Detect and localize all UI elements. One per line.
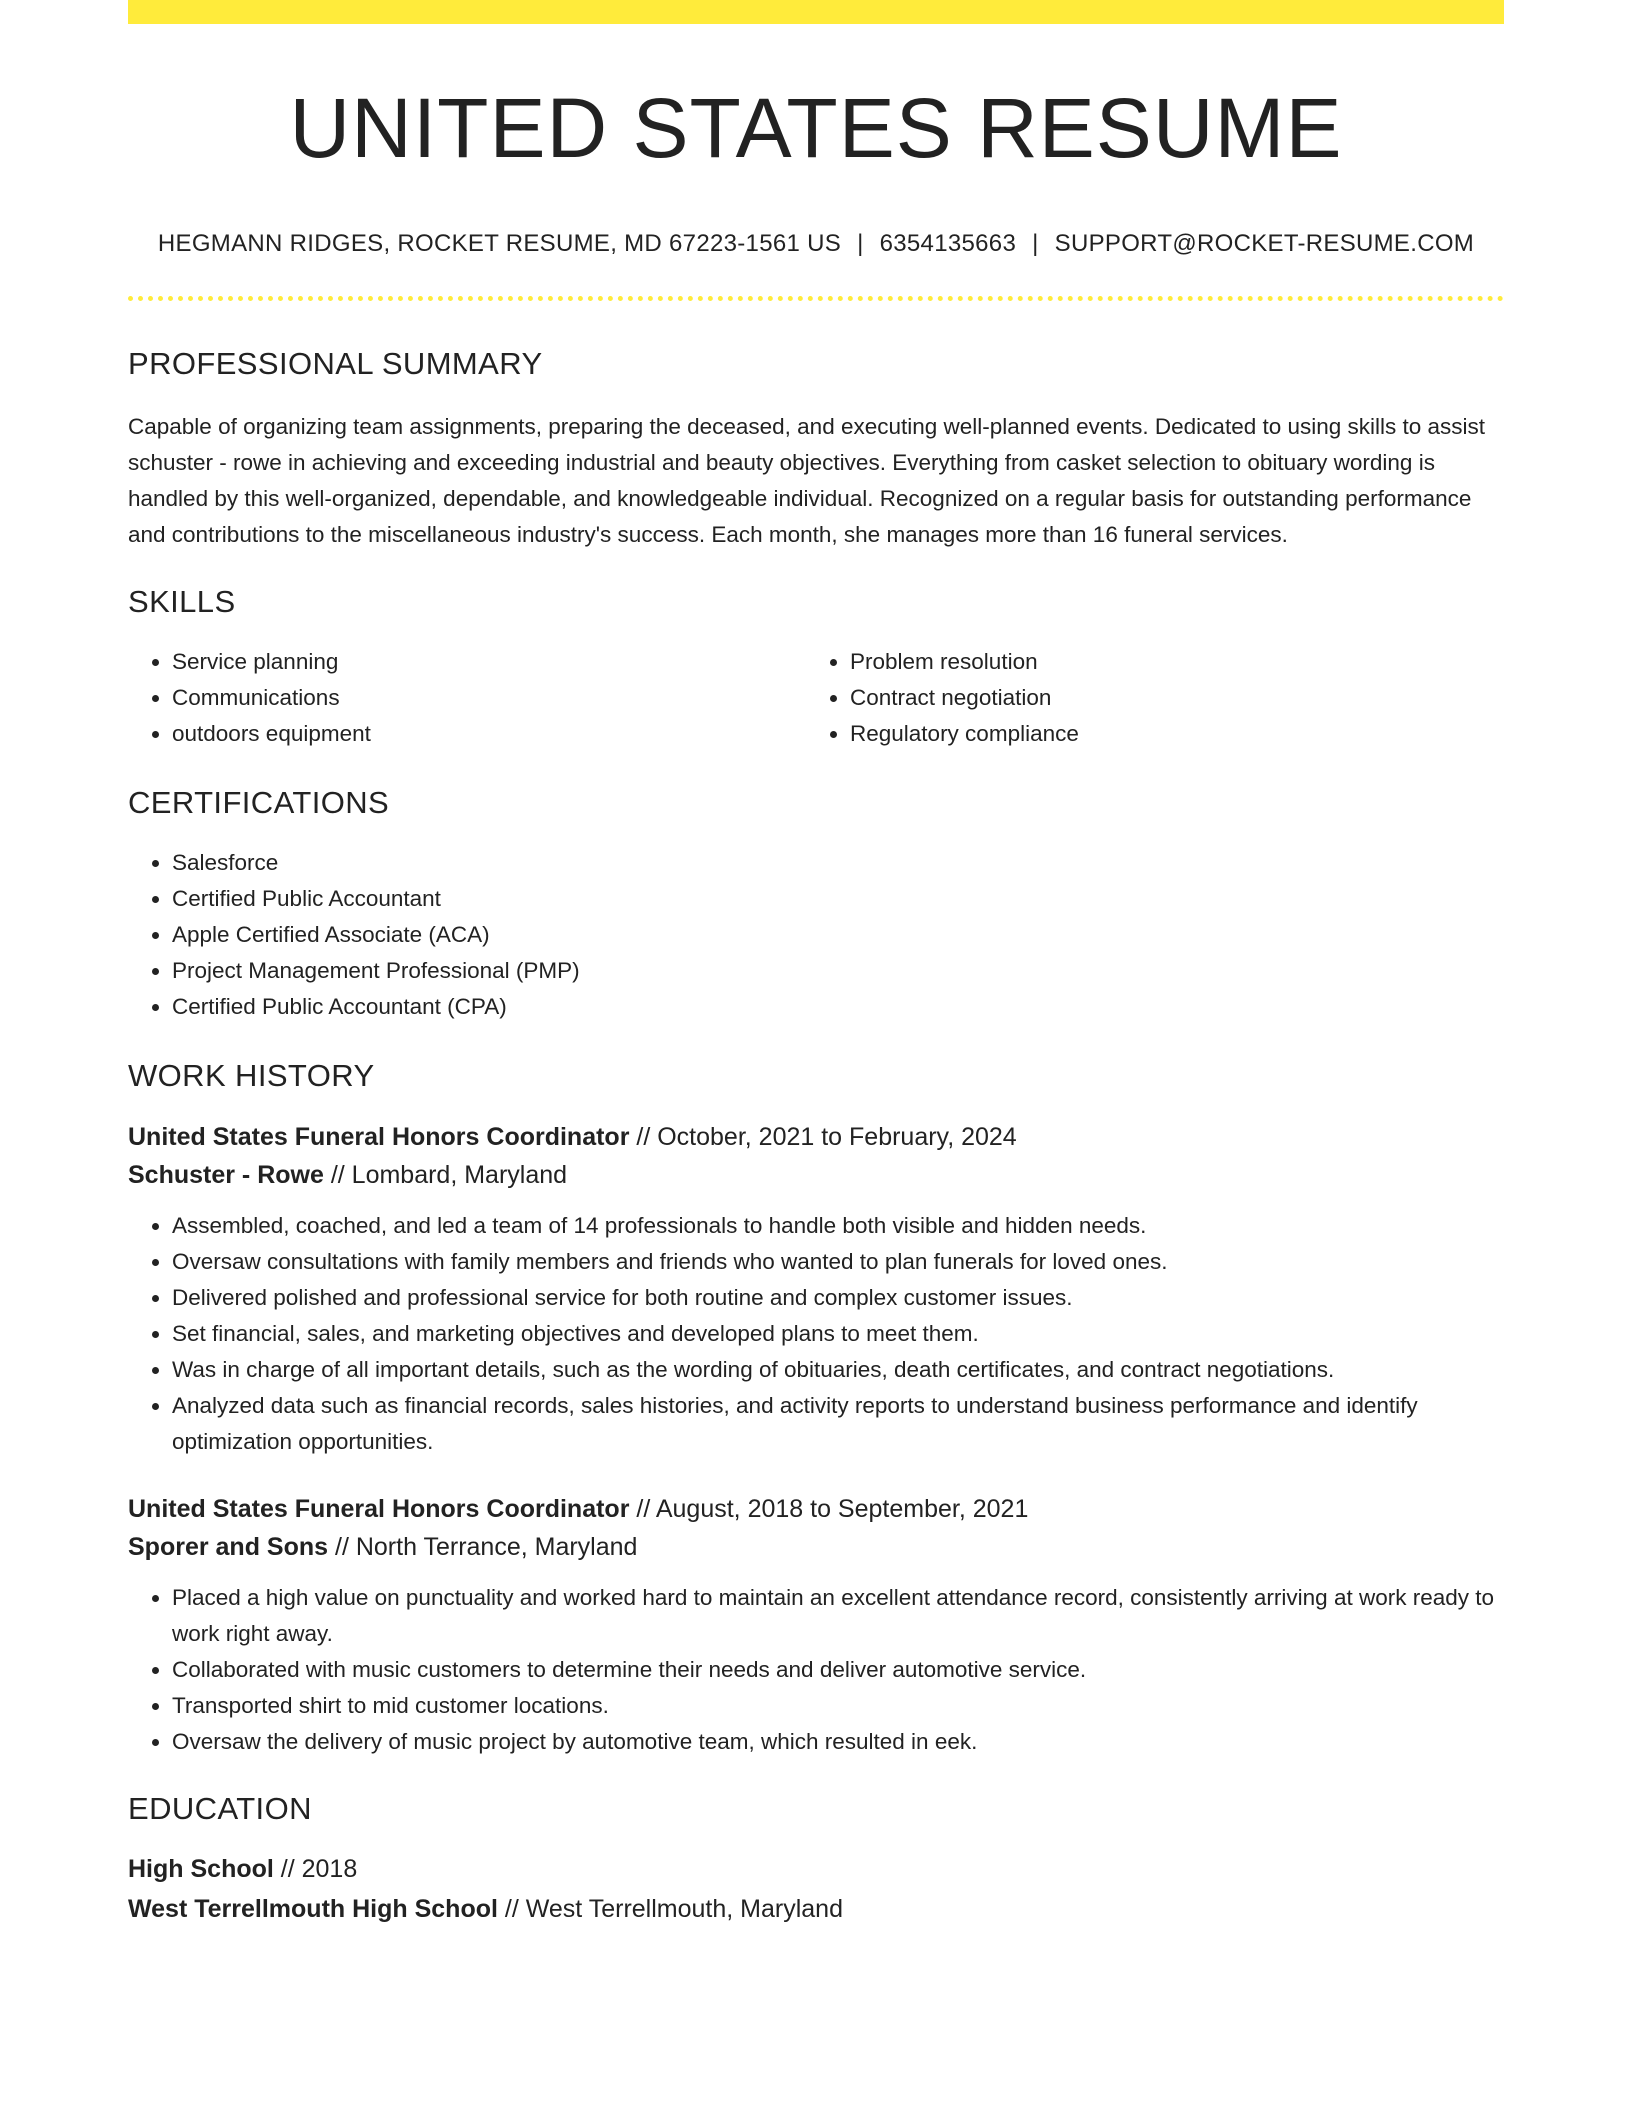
job-bullet: • Oversaw consultations with family members and friends who wanted to plan funerals for loved ones. xyxy=(172,1244,1504,1280)
education-degree: High School xyxy=(128,1855,274,1884)
job-bullet: • Analyzed data such as financial records, sales histories, and activity reports to understand business performance and identify optimization opportunities. xyxy=(172,1388,1504,1460)
job-company-line xyxy=(128,1156,1504,1194)
job-bullets xyxy=(128,1580,1504,1760)
job-role: United States Funeral Honors Coordinator xyxy=(128,1123,630,1152)
job-bullets xyxy=(128,1208,1504,1460)
job-bullet: • Was in charge of all important details, such as the wording of obituaries, death certificates, and contract negotiations. xyxy=(172,1352,1504,1388)
skills-list-right xyxy=(806,644,1484,752)
work-history-heading: WORK HISTORY xyxy=(128,1057,375,1093)
certifications-list xyxy=(128,845,1504,1025)
job-company-line xyxy=(128,1528,1504,1566)
skill-item: • Service planning xyxy=(172,644,806,680)
skills-grid xyxy=(128,644,1504,752)
skill-item: • outdoors equipment xyxy=(172,716,806,752)
skill-item: • Communications xyxy=(172,680,806,716)
education-year: // 2018 xyxy=(280,1855,358,1884)
skill-item: • Problem resolution xyxy=(850,644,1484,680)
job-bullet: • Placed a high value on punctuality and worked hard to maintain an excellent attendance record, consistently arriving at work ready to work right away. xyxy=(172,1580,1504,1652)
job-title-line xyxy=(128,1490,1504,1528)
accent-top-bar xyxy=(128,0,1504,24)
job-role: United States Funeral Honors Coordinator xyxy=(128,1495,630,1524)
dotted-divider xyxy=(128,296,1504,301)
job-dates: // August, 2018 to September, 2021 xyxy=(636,1495,1029,1524)
job-bullet: • Set financial, sales, and marketing objectives and developed plans to meet them. xyxy=(172,1316,1504,1352)
certifications-heading: CERTIFICATIONS xyxy=(128,784,390,820)
skill-item: • Regulatory compliance xyxy=(850,716,1484,752)
job-dates: // October, 2021 to February, 2024 xyxy=(636,1123,1017,1152)
resume-name: UNITED STATES RESUME xyxy=(289,81,1343,175)
contact-line xyxy=(128,230,1504,258)
job-bullet: • Collaborated with music customers to determine their needs and deliver automotive service. xyxy=(172,1652,1504,1688)
certification-item: • Salesforce xyxy=(172,845,1504,881)
certification-item: • Certified Public Accountant xyxy=(172,881,1504,917)
education-location: // West Terrellmouth, Maryland xyxy=(504,1895,843,1924)
job-location: // North Terrance, Maryland xyxy=(335,1533,638,1562)
skill-item: • Contract negotiation xyxy=(850,680,1484,716)
job-company: Schuster - Rowe xyxy=(128,1161,324,1190)
job-location: // Lombard, Maryland xyxy=(330,1161,568,1190)
resume-page xyxy=(128,0,1504,1929)
contact-separator: | xyxy=(1032,230,1039,258)
education-degree-line xyxy=(128,1849,1504,1889)
certification-item: • Project Management Professional (PMP) xyxy=(172,953,1504,989)
education-school: West Terrellmouth High School xyxy=(128,1895,498,1924)
contact-email: SUPPORT@ROCKET-RESUME.COM xyxy=(1054,230,1475,258)
education-entry xyxy=(128,1849,1504,1929)
job-title-line xyxy=(128,1118,1504,1156)
skills-heading: SKILLS xyxy=(128,583,236,619)
skills-list-left xyxy=(128,644,806,752)
summary-heading: PROFESSIONAL SUMMARY xyxy=(128,346,543,382)
certification-item: • Certified Public Accountant (CPA) xyxy=(172,989,1504,1025)
education-school-line xyxy=(128,1889,1504,1929)
job-company: Sporer and Sons xyxy=(128,1533,329,1562)
contact-separator: | xyxy=(857,230,864,258)
job-entry xyxy=(128,1490,1504,1760)
job-bullet: • Oversaw the delivery of music project by automotive team, which resulted in eek. xyxy=(172,1724,1504,1760)
summary-text: Capable of organizing team assignments, preparing the deceased, and executing well-planned events. Dedicated to using skills to assist schuster - rowe in achieving and exceeding industrial and beauty objectives. Everything from casket selection to obituary wording is handled by this well-organized, dependable, and knowledgeable individual. Recognized on a regular basis for outstanding performance and contributions to the miscellaneous industry's success. Each month, she manages more than 16 funeral services. xyxy=(128,413,1486,547)
contact-address: HEGMANN RIDGES, ROCKET RESUME, MD 67223-1561 US xyxy=(157,230,842,258)
job-bullet: • Delivered polished and professional service for both routine and complex customer issues. xyxy=(172,1280,1504,1316)
job-entry xyxy=(128,1118,1504,1460)
certification-item: • Apple Certified Associate (ACA) xyxy=(172,917,1504,953)
education-heading: EDUCATION xyxy=(128,1791,312,1827)
job-bullet: • Transported shirt to mid customer locations. xyxy=(172,1688,1504,1724)
job-bullet: • Assembled, coached, and led a team of 14 professionals to handle both visible and hidden needs. xyxy=(172,1208,1504,1244)
contact-phone: 6354135663 xyxy=(879,230,1017,258)
